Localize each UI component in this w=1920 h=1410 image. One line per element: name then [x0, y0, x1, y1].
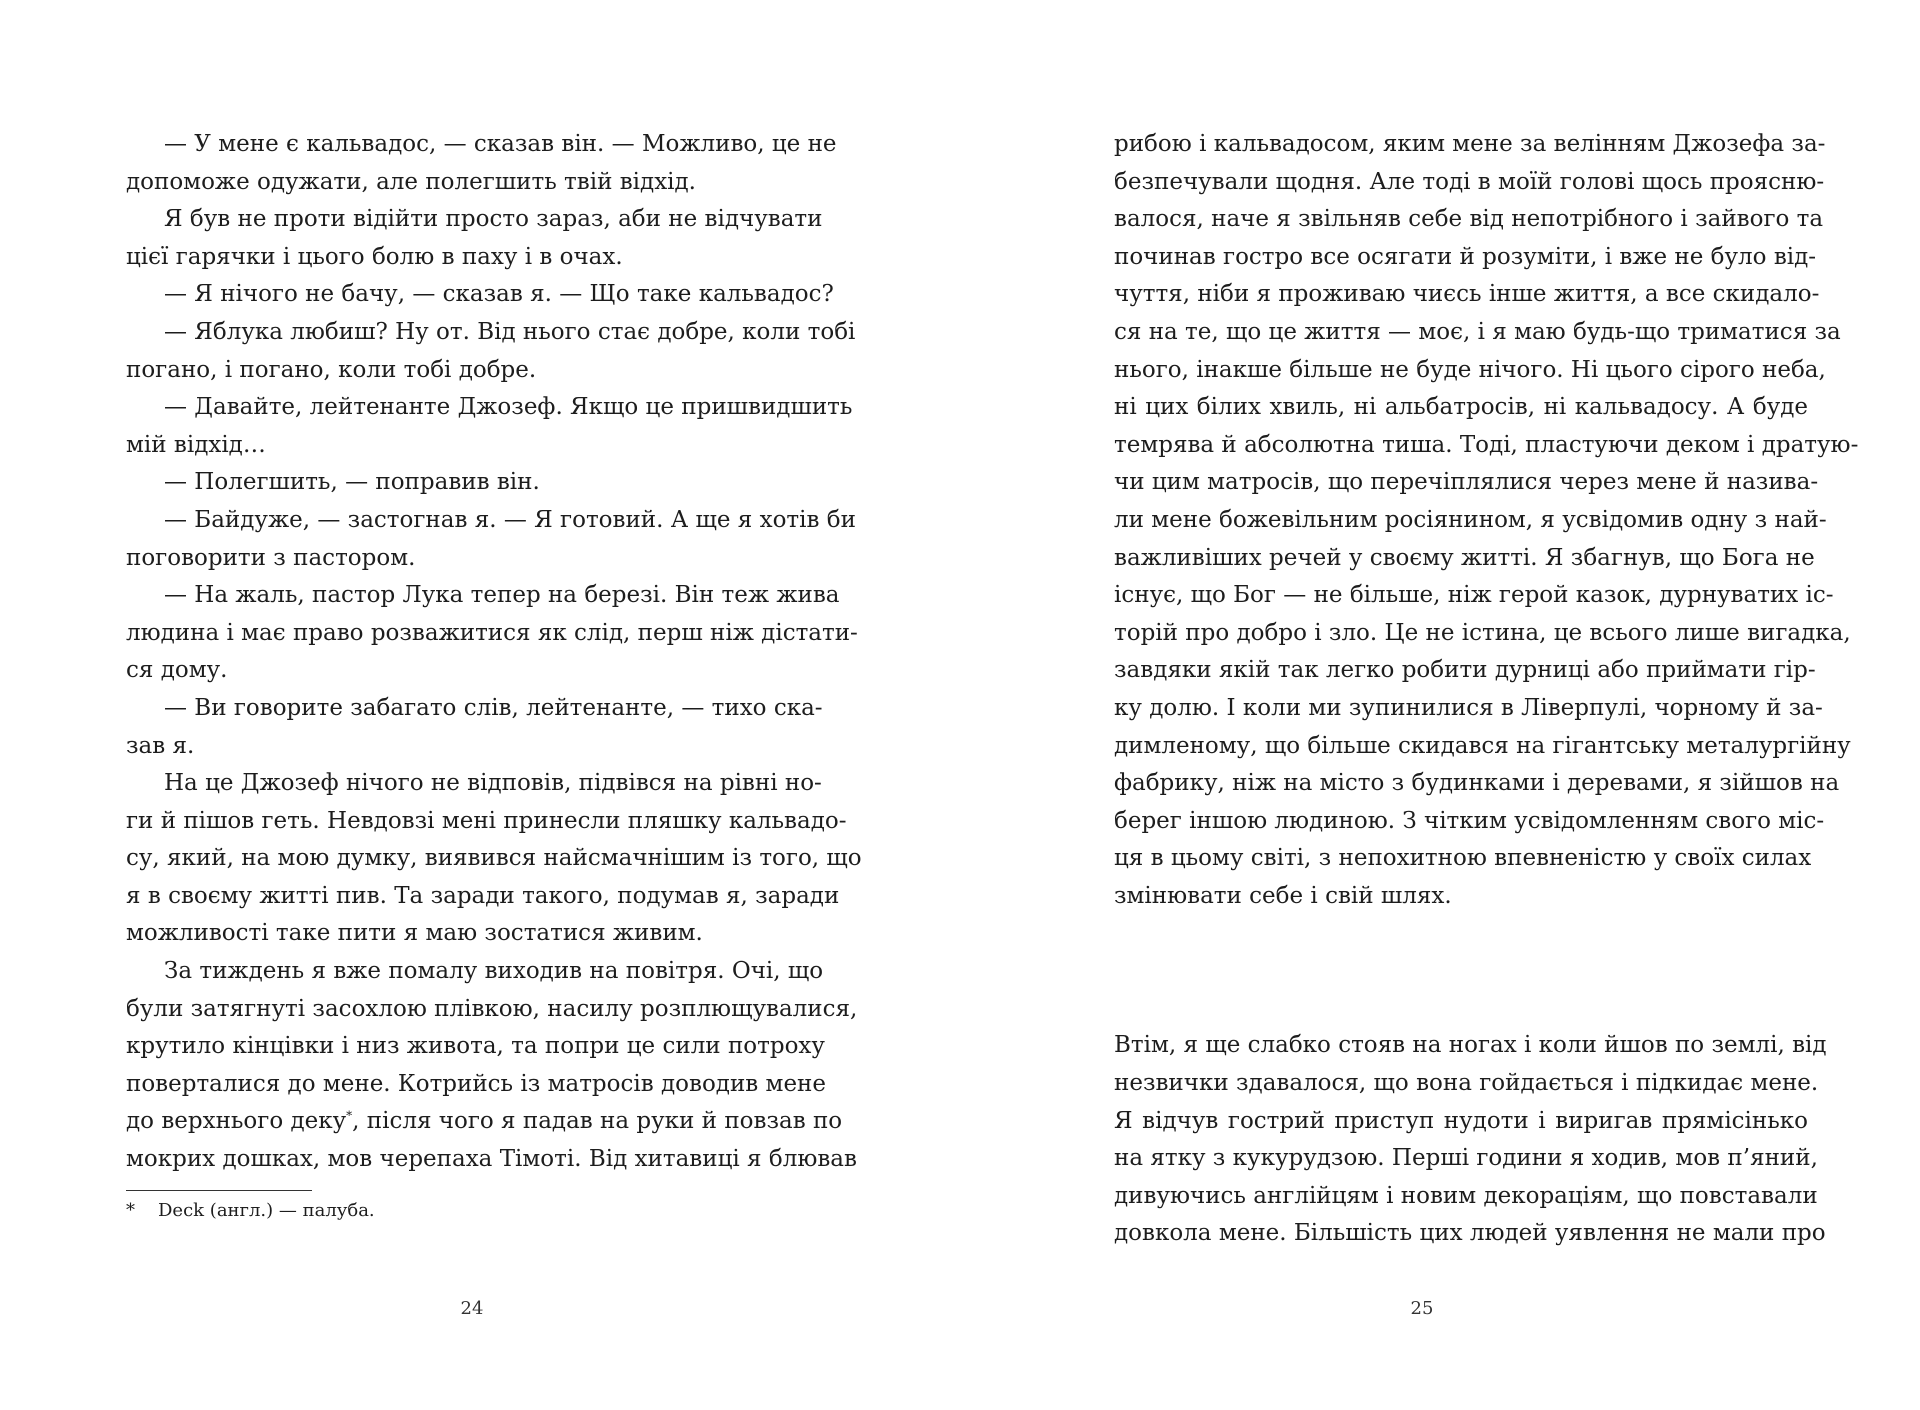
text-line: темрява й абсолютна тиша. Тоді, пластуючи деком і дратую- [1114, 431, 1859, 458]
text-line: можливості таке пити я маю зостатися живим. [126, 920, 703, 947]
text-line: торій про добро і зло. Це не істина, це всього лише вигадка, [1114, 619, 1851, 646]
footnote-text: Deck (англ.) — палуба. [158, 1200, 375, 1221]
footnote-reference: * [346, 1108, 353, 1123]
text-line: цієї гарячки і цього болю в паху і в очах. [126, 243, 623, 270]
footnote-divider [126, 1190, 312, 1191]
text-line: поговорити з пастором. [126, 544, 416, 571]
text-line: рибою і кальвадосом, яким мене за велінням Джозефа за- [1114, 131, 1826, 157]
text-line: до верхнього деку*, після чого я падав на руки й повзав по [126, 1108, 843, 1135]
text-line: починав гостро все осягати й розуміти, і вже не було від- [1114, 243, 1817, 270]
footnote-mark: * [126, 1200, 135, 1221]
page-number-right: 25 [1410, 1298, 1434, 1319]
text-line: людина і має право розважитися як слід, перш ніж дістати- [126, 619, 858, 646]
text-line: — Яблука любиш? Ну от. Від нього стає добре, коли тобі [164, 318, 856, 345]
right-page [960, 0, 1920, 1410]
text-line: На це Джозеф нічого не відповів, підвівся на рівні но- [164, 770, 822, 797]
text-line: я в своєму житті пив. Та заради такого, подумав я, заради [126, 882, 840, 909]
text-line: ця в цьому світі, з непохитною впевненістю у своїх силах [1114, 845, 1812, 872]
text-line: важливіших речей у своєму житті. Я збагнув, що Бога не [1114, 544, 1815, 571]
text-line: — Полегшить, — поправив він. [164, 469, 540, 496]
text-line: — На жаль, пастор Лука тепер на березі. Він теж жива [164, 582, 840, 609]
text-line: мій відхід… [126, 431, 266, 458]
text-line: змінювати себе і свій шлях. [1114, 882, 1452, 909]
text-line: валося, наче я звільняв себе від непотрібного і зайвого та [1114, 206, 1824, 233]
text-line: Я відчув гострий приступ нудоти і виригав прямісінько [1114, 1107, 1808, 1134]
text-line: мокрих дошках, мов черепаха Тімоті. Від хитавиці я блював [126, 1146, 857, 1173]
text-line: довкола мене. Більшість цих людей уявлення не мали про [1114, 1220, 1826, 1247]
left-page-text [126, 126, 862, 1179]
text-line: дивуючись англійцям і новим декораціям, що повставали [1114, 1182, 1818, 1209]
text-line: існує, що Бог — не більше, ніж герой казок, дурнуватих іс- [1114, 582, 1834, 609]
text-line: фабрику, ніж на місто з будинками і деревами, я зійшов на [1114, 770, 1840, 797]
text-line: су, який, на мою думку, виявився найсмачнішим із того, що [126, 845, 862, 872]
text-line: — Байдуже, — застогнав я. — Я готовий. А ще я хотів би [164, 506, 856, 533]
text-line: ся дому. [126, 657, 228, 684]
text-line: нього, інакше більше не буде нічого. Ні цього сірого неба, [1114, 356, 1826, 383]
text-line: берег іншою людиною. З чітким усвідомленням свого міс- [1114, 807, 1825, 834]
text-line: безпечували щодня. Але тоді в моїй голові щось проясню- [1114, 168, 1825, 195]
right-page-text [1114, 126, 1859, 1253]
text-line: погано, і погано, коли тобі добре. [126, 356, 537, 383]
text-line: допоможе одужати, але полегшить твій відхід. [126, 168, 696, 195]
text-line: завдяки якій так легко робити дурниці або приймати гір- [1114, 657, 1816, 684]
text-line: ся на те, що це життя — моє, і я маю будь-що триматися за [1114, 318, 1841, 345]
text-line: — Ви говорите забагато слів, лейтенанте, — тихо ска- [164, 694, 823, 721]
text-line: — У мене є кальвадос, — сказав він. — Можливо, це не [164, 131, 837, 157]
page-number-left: 24 [460, 1298, 484, 1319]
text-line: незвички здавалося, що вона гойдається і підкидає мене. [1114, 1070, 1819, 1097]
text-line: Я був не проти відійти просто зараз, аби не відчувати [164, 206, 823, 233]
text-line: на ятку з кукурудзою. Перші години я ходив, мов п’яний, [1114, 1145, 1818, 1172]
text-line: ги й пішов геть. Невдовзі мені принесли пляшку кальвадо- [126, 807, 847, 834]
section-break [1114, 915, 1808, 1027]
text-line: ли мене божевільним росіянином, я усвідомив одну з най- [1114, 506, 1827, 533]
text-line: поверталися до мене. Котрийсь із матросів доводив мене [126, 1070, 826, 1097]
text-line: чи цим матросів, що перечіплялися через мене й назива- [1114, 469, 1819, 496]
text-line: димленому, що більше скидався на гігантську металургійну [1114, 732, 1851, 759]
text-line: крутило кінцівки і низ живота, та попри це сили потроху [126, 1033, 825, 1060]
text-line: За тиждень я вже помалу виходив на повітря. Очі, що [164, 958, 824, 985]
text-line: — Давайте, лейтенанте Джозеф. Якщо це пришвидшить [164, 394, 853, 421]
text-line: ні цих білих хвиль, ні альбатросів, ні кальвадосу. А буде [1114, 394, 1808, 421]
text-line: ку долю. І коли ми зупинилися в Ліверпулі, чорному й за- [1114, 694, 1823, 721]
text-line: чуття, ніби я проживаю чиєсь інше життя, а все скидало- [1114, 281, 1820, 308]
text-line: зав я. [126, 732, 195, 759]
text-line: Втім, я ще слабко стояв на ногах і коли йшов по землі, від [1114, 1032, 1827, 1059]
text-line: — Я нічого не бачу, — сказав я. — Що таке кальвадос? [164, 281, 834, 308]
text-line: були затягнуті засохлою плівкою, насилу розплющувалися, [126, 995, 858, 1022]
footnote [126, 1198, 375, 1224]
